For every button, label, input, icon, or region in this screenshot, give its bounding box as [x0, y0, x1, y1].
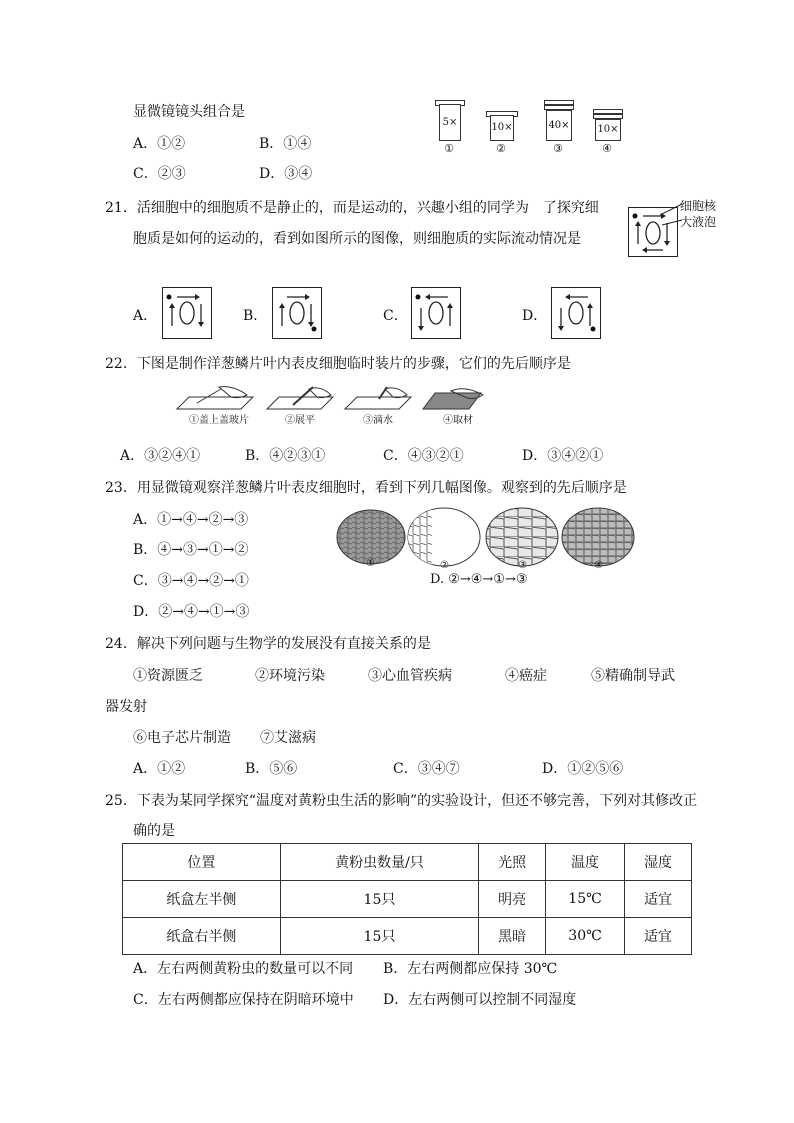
q22-step4 [421, 385, 491, 426]
table-cell: 30℃ [546, 918, 625, 955]
q23-option-d-inline: D. ②→④→①→③ [430, 572, 528, 587]
q22-option-b: B．④②③① [245, 448, 326, 464]
lens2-number: ② [496, 142, 506, 155]
lens1-number: ① [444, 142, 454, 155]
q24-option-a: A．①② [133, 761, 186, 777]
q22-step3 [343, 385, 413, 426]
q21-option-b-figure [272, 287, 322, 339]
q24-option-d: D．①②⑤⑥ [542, 761, 624, 777]
q22-step2-label: ②展平 [285, 415, 315, 426]
lens3-number: ③ [553, 142, 563, 155]
q24-item-3: ③心血管疾病 [368, 668, 452, 684]
q21-option-b: B． [243, 308, 268, 324]
q22-step4-label: ④取材 [443, 415, 473, 426]
q21-stem-line2: 胞质是如何的运动的，看到如图所示的图像，则细胞质的实际流动情况是 [133, 231, 581, 247]
q22-stem: 22．下图是制作洋葱鳞片叶内表皮细胞临时装片的步骤，它们的先后顺序是 [105, 356, 571, 372]
q22-step2-drawing [265, 385, 335, 411]
table-row [123, 918, 692, 955]
q21-option-d: D． [522, 308, 548, 324]
q21-option-c-figure [411, 287, 461, 339]
q25-stem-line1: 25．下表为某同学探究“温度对黄粉虫生活的影响”的实验设计，但还不够完善，下列对其修改正 [105, 793, 698, 809]
q21-stem-line1: 21．活细胞中的细胞质不是静止的，而是运动的，兴趣小组的同学为 了探究细 [105, 200, 599, 216]
q22-step3-label: ③滴水 [363, 415, 393, 426]
table-cell: 黑暗 [479, 918, 546, 955]
q23-stem: 23．用显微镜观察洋葱鳞片叶表皮细胞时，看到下列几幅图像。观察到的先后顺序是 [105, 480, 627, 496]
q21-option-c-drawing [412, 288, 460, 338]
q22-option-a: A．③②④① [120, 448, 201, 464]
lens2: 10× [490, 115, 514, 141]
table-cell: 适宜 [624, 918, 691, 955]
q22-option-d: D．③④②① [522, 448, 604, 464]
q24-item-6: ⑥电子芯片制造 [133, 730, 231, 746]
q24-item-5: ⑤精确制导武 [591, 668, 675, 684]
q22-option-c: C．④③②① [383, 448, 464, 464]
q21-option-a: A． [133, 308, 158, 324]
table-cell: 纸盒右半侧 [123, 918, 281, 955]
q22-step4-drawing [421, 385, 491, 411]
q22-step1-drawing [175, 385, 255, 411]
q22-step1-label: ①盖上盖玻片 [189, 415, 249, 426]
q21-option-a-figure [162, 287, 212, 339]
table-cell: 明亮 [479, 881, 546, 918]
q23-option-c: C．③→④→②→① [133, 573, 249, 589]
table-header: 温度 [546, 844, 625, 881]
table-row [123, 881, 692, 918]
q23-image-label-1: ① [366, 558, 375, 569]
q25-option-c: C．左右两侧都应保持在阴暗环境中 [133, 992, 354, 1008]
lens3: 40× [546, 110, 572, 141]
q22-step2 [265, 385, 335, 426]
q23-option-a: A．①→④→②→③ [133, 512, 249, 528]
q25-option-d: D．左右两侧可以控制不同湿度 [383, 992, 577, 1008]
table-cell: 适宜 [624, 881, 691, 918]
lens4-number: ④ [602, 142, 612, 155]
q23-image-label-4: ④ [594, 560, 603, 571]
table-header: 光照 [479, 844, 546, 881]
q22-step1 [175, 385, 255, 426]
q24-item-1: ①资源匮乏 [133, 668, 203, 684]
q21-label-nucleus: 细胞核 [680, 199, 717, 213]
q21-option-d-figure [551, 287, 601, 339]
q21-option-b-drawing [273, 288, 321, 338]
q25-option-b: B．左右两侧都应保持 30℃ [383, 961, 558, 977]
q24-stem: 24．解决下列问题与生物学的发展没有直接关系的是 [105, 636, 431, 652]
q23-option-b: B．④→③→①→② [133, 542, 249, 558]
q24-item-5-cont: 器发射 [105, 699, 147, 715]
q24-item-4: ④癌症 [505, 668, 547, 684]
q21-option-a-drawing [163, 288, 211, 338]
table-header: 黄粉虫数量/只 [280, 844, 478, 881]
table-cell: 15只 [280, 918, 478, 955]
q22-step3-drawing [343, 385, 413, 411]
table-cell: 纸盒左半侧 [123, 881, 281, 918]
q25-stem-line2: 确的是 [133, 823, 175, 839]
q25-option-a: A．左右两侧黄粉虫的数量可以不同 [133, 961, 354, 977]
q25-table [122, 843, 692, 955]
q24-item-7: ⑦艾滋病 [260, 730, 316, 746]
table-cell: 15只 [280, 881, 478, 918]
q20-option-a: A．①② [133, 136, 186, 152]
q23-image-label-3: ③ [518, 560, 527, 571]
q23-microscope-images [336, 507, 636, 569]
q20-option-d: D．③④ [259, 166, 313, 182]
q24-option-c: C．③④⑦ [393, 761, 460, 777]
q21-option-c: C． [383, 308, 408, 324]
table-header: 湿度 [624, 844, 691, 881]
q24-option-b: B．⑤⑥ [245, 761, 298, 777]
q20-option-b: B．①④ [259, 136, 312, 152]
q20-option-c: C．②③ [133, 166, 186, 182]
q20-stem: 显微镜镜头组合是 [133, 104, 245, 120]
lens1: 5× [439, 104, 461, 141]
lens4: 10× [595, 119, 621, 141]
table-cell: 15℃ [546, 881, 625, 918]
q21-label-vacuole: 大液泡 [680, 215, 717, 229]
q24-item-2: ②环境污染 [255, 668, 325, 684]
q21-option-d-drawing [552, 288, 600, 338]
table-header: 位置 [123, 844, 281, 881]
table-header-row [123, 844, 692, 881]
q23-option-d: D．②→④→①→③ [133, 604, 250, 620]
q23-image-label-2: ② [440, 560, 449, 571]
